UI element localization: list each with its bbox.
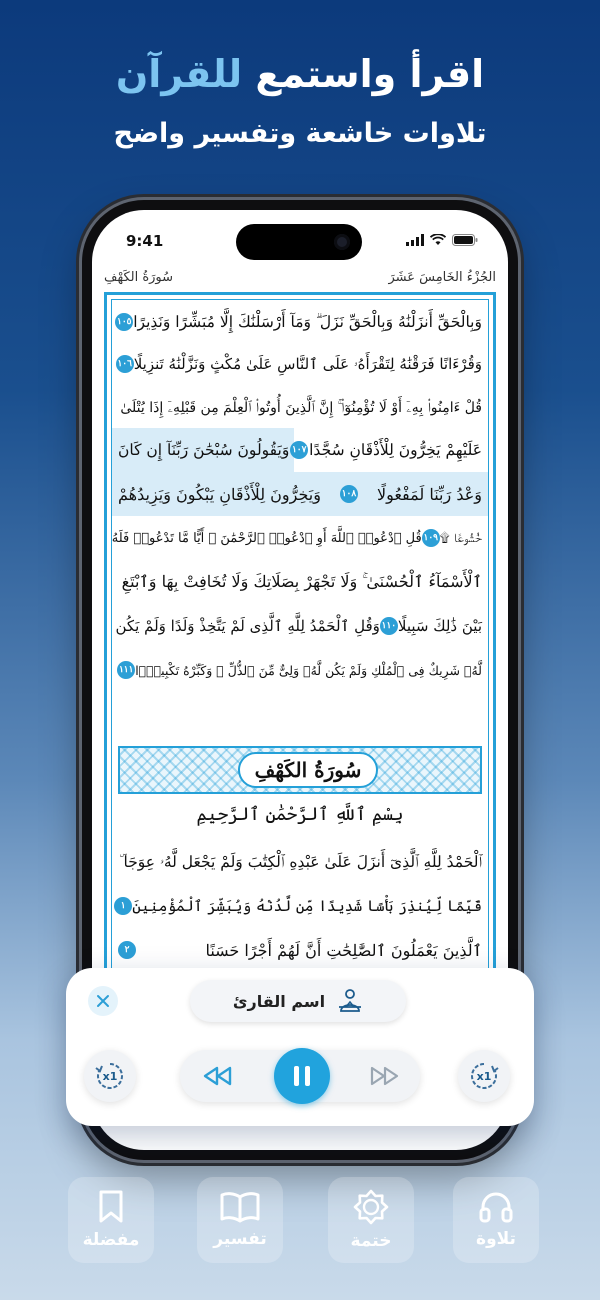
- ayah-number-marker[interactable]: ١٠٥: [115, 313, 133, 331]
- ayah-number-marker[interactable]: ١: [114, 897, 132, 915]
- audio-player: [66, 968, 534, 1126]
- verse-line[interactable]: [112, 884, 488, 928]
- pause-button[interactable]: [274, 1048, 330, 1104]
- mushaf-inner-border: [111, 299, 489, 1049]
- verse-text: ٱلْحَمْدُ لِلَّهِ ٱلَّذِىٓ أَنزَلَ عَلَىٰ عَبْدِهِ ٱلْكِتَٰبَ وَلَمْ يَجْعَل لَّهُۥ عِوَجَا ۜ: [119, 852, 482, 871]
- battery-icon: [452, 234, 478, 246]
- verse-line[interactable]: [112, 300, 488, 344]
- verse-line[interactable]: [112, 516, 488, 560]
- reciter-selector[interactable]: [190, 980, 406, 1022]
- verse-text: وَبِالْحَقِّ أَنزَلْنَٰهُ وَبِالْحَقِّ نَزَلَ ۗ وَمَآ أَرْسَلْنَٰكَ إِلَّا مُبَشِّرًا وَنَذِيرًا: [133, 312, 482, 331]
- feature-label: ختمة: [350, 1231, 392, 1251]
- verse-text: قُلِ ٱدْعُوا۟ ٱللَّهَ أَوِ ٱدْعُوا۟ ٱلرَّحْمَٰنَ ۖ أَيًّا مَّا تَدْعُوا۟ فَلَهُ: [111, 530, 422, 546]
- verse-text: وَعْدُ رَبِّنَا لَمَفْعُولًا: [376, 484, 482, 504]
- pause-icon: [292, 1065, 312, 1087]
- forward-button[interactable]: [366, 1062, 402, 1090]
- verse-text: لَّهُۥ شَرِيكٌ فِى ٱلْمُلْكِ وَلَمْ يَكُن لَّهُۥ وَلِىٌّ مِّنَ ٱلذُّلِّ ۖ وَكَبِّرْهُ تَكْبِيرًۢا: [135, 662, 482, 678]
- rewind-icon: [203, 1066, 233, 1086]
- playback-controls: [180, 1050, 420, 1102]
- verse-text: قُلْ ءَامِنُوا۟ بِهِۦٓ أَوْ لَا تُؤْمِنُوٓا۟ ۚ إِنَّ ٱلَّذِينَ أُوتُوا۟ ٱلْعِلْمَ مِن قَبْلِهِۦٓ إِذَا يُتْلَىٰ: [120, 400, 482, 416]
- rewind-button[interactable]: [200, 1062, 236, 1090]
- verse-text: وَيَقُولُونَ سُبْحَٰنَ رَبِّنَآ إِن كَانَ: [118, 441, 290, 459]
- feature-label: تفسير: [213, 1229, 267, 1249]
- reciter-name: اسم القارئ: [232, 991, 326, 1011]
- feature-label: تلاوة: [476, 1229, 516, 1249]
- ayah-number-marker[interactable]: ٢: [118, 941, 136, 959]
- bookmark-icon: [98, 1190, 124, 1224]
- speed-label: x1: [102, 1069, 118, 1083]
- verse-text: وَقُلِ ٱلْحَمْدُ لِلَّهِ ٱلَّذِى لَمْ يَتَّخِذْ وَلَدًا وَلَمْ يَكُن: [115, 617, 380, 635]
- feature-tafsir[interactable]: [197, 1177, 283, 1263]
- ayah-number-marker[interactable]: ١٠٧: [290, 441, 308, 459]
- verse-line[interactable]: [112, 840, 488, 884]
- ayah-number-marker[interactable]: ١١٠: [380, 617, 398, 635]
- verse-text: قَيِّمًا لِّيُنذِرَ بَأْسًا شَدِيدًا مِّن لَّدُنْهُ وَيُبَشِّرَ ٱلْمُؤْمِنِينَ: [132, 897, 482, 915]
- surah-title-banner: [118, 746, 482, 794]
- feature-khatma[interactable]: [328, 1177, 414, 1263]
- feature-recitation[interactable]: [453, 1177, 539, 1263]
- headline-main: اقرأ واستمع: [255, 52, 485, 96]
- speed-label: x1: [476, 1069, 492, 1083]
- close-player-button[interactable]: [88, 986, 118, 1016]
- signal-icon: [406, 234, 424, 246]
- wifi-icon: [430, 234, 446, 246]
- speed-button-left[interactable]: [84, 1050, 136, 1102]
- verse-text: ٱلْأَسْمَآءُ ٱلْحُسْنَىٰ ۚ وَلَا تَجْهَرْ بِصَلَاتِكَ وَلَا تُخَافِتْ بِهَا وَٱبْتَغِ: [121, 572, 482, 591]
- reciter-icon: [337, 989, 363, 1013]
- verse-text: وَقُرْءَانًا فَرَقْنَٰهُ لِتَقْرَأَهُۥ عَلَى ٱلنَّاسِ عَلَىٰ مُكْثٍ وَنَزَّلْنَٰهُ تَنزِيلًا: [133, 355, 482, 373]
- basmala: بِسْمِ ٱللَّهِ ٱلرَّحْمَٰنِ ٱلرَّحِيمِ: [196, 804, 404, 825]
- ayah-number-marker[interactable]: ١٠٨: [340, 485, 358, 503]
- verse-line[interactable]: [112, 648, 488, 692]
- ayah-number-marker[interactable]: ١١١: [117, 661, 135, 679]
- page-header: [104, 266, 496, 288]
- verse-text: خُشُوعًا ۩: [439, 530, 482, 546]
- ayah-number-marker[interactable]: ١٠٩: [422, 529, 440, 547]
- promo-headline: [0, 52, 600, 96]
- headphones-icon: [479, 1191, 513, 1223]
- forward-icon: [369, 1066, 399, 1086]
- verse-text: بَيْنَ ذَٰلِكَ سَبِيلًا: [397, 617, 482, 635]
- verse-line[interactable]: [112, 604, 488, 648]
- headline-accent: للقرآن: [115, 52, 243, 96]
- promo-subheadline: تلاوات خاشعة وتفسير واضح: [113, 118, 487, 149]
- ayah-number-marker[interactable]: ١٠٦: [116, 355, 134, 373]
- dynamic-island: [236, 224, 362, 260]
- verse-text: وَيَخِرُّونَ لِلْأَذْقَانِ يَبْكُونَ وَيَزِيدُهُمْ: [118, 484, 321, 504]
- surah-label: سُورَةُ الكَهْفِ: [104, 269, 174, 285]
- surah-title: سُورَةُ الكَهْفِ: [238, 752, 378, 788]
- verse-text: عَلَيْهِمْ يَخِرُّونَ لِلْأَذْقَانِ سُجَّدًا: [309, 441, 482, 459]
- camera-icon: [334, 234, 350, 250]
- speed-button-right[interactable]: [458, 1050, 510, 1102]
- juz-label: الجُزْءُ الخَامِسَ عَشَرَ: [388, 269, 496, 285]
- verse-line[interactable]: [112, 386, 488, 430]
- feature-label: مفضلة: [82, 1230, 140, 1250]
- mushaf-page[interactable]: [104, 292, 496, 1052]
- feature-bookmarks[interactable]: [68, 1177, 154, 1263]
- status-time: 9:41: [126, 232, 164, 250]
- verse-line[interactable]: [112, 342, 488, 386]
- verse-line[interactable]: [112, 928, 488, 972]
- verse-line-highlighted[interactable]: [112, 472, 488, 516]
- verse-line[interactable]: [112, 560, 488, 604]
- close-icon: [96, 994, 110, 1008]
- status-icons: [406, 234, 478, 246]
- open-book-icon: [220, 1191, 260, 1223]
- khatma-icon: [353, 1189, 389, 1225]
- verse-line[interactable]: [112, 428, 488, 472]
- verse-text: ٱلَّذِينَ يَعْمَلُونَ ٱلصَّٰلِحَٰتِ أَنَّ لَهُمْ أَجْرًا حَسَنًا: [205, 940, 482, 960]
